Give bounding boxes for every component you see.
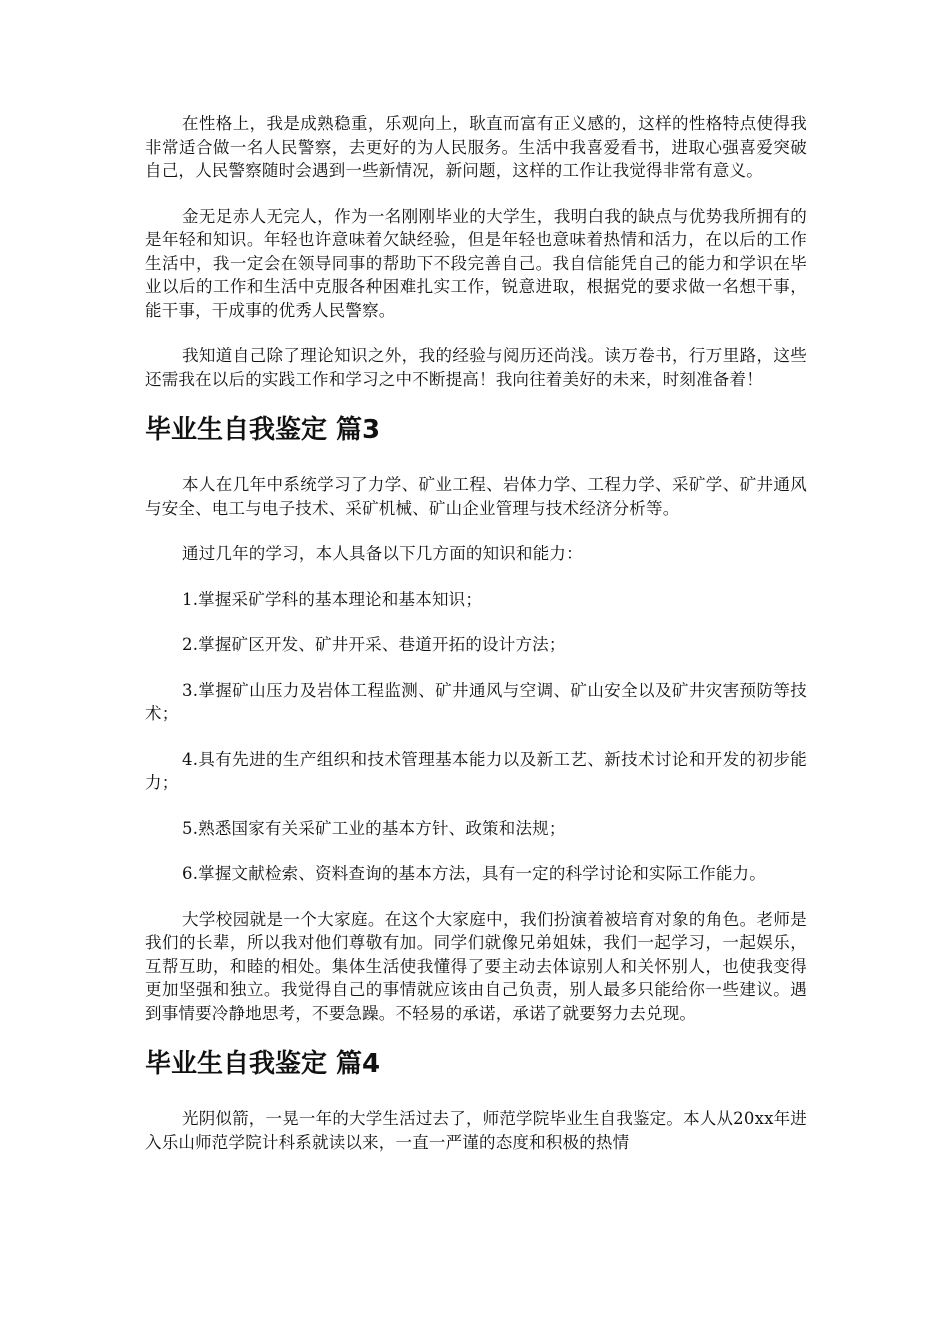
paragraph: 本人在几年中系统学习了力学、矿业工程、岩体力学、工程力学、采矿学、矿井通风与安全、电工与电子技术、采矿机械、矿山企业管理与技术经济分析等。	[145, 475, 807, 518]
list-item: 4.具有先进的生产组织和技术管理基本能力以及新工艺、新技术讨论和开发的初步能力；	[145, 749, 807, 792]
list-item: 1.掌握采矿学科的基本理论和基本知识；	[182, 589, 483, 609]
paragraph: 光阴似箭，一晃一年的大学生活过去了，师范学院毕业生自我鉴定。本人从20xx年进入乐山师范学院计科系就读以来，一直一严谨的态度和积极的热情	[145, 1109, 807, 1152]
section-heading: 毕业生自我鉴定 篇3	[145, 415, 381, 445]
paragraph: 金无足赤人无完人，作为一名刚刚毕业的大学生，我明白我的缺点与优势我所拥有的是年轻和知识。年轻也许意味着欠缺经验，但是年轻也意味着热情和活力，在以后的工作生活中，我一定会在领导同事的帮助下不段完善自己。我自信能凭自己的能力和学识在毕业以后的工作和生活中克服各种困难扎实工作，锐意进取，根据党的要求做一名想干事，能干事，干成事的优秀人民警察。	[145, 206, 807, 320]
paragraph: 我知道自己除了理论知识之外，我的经验与阅历还尚浅。读万卷书，行万里路，这些还需我在以后的实践工作和学习之中不断提高！我向往着美好的未来，时刻准备着！	[145, 346, 807, 389]
section-heading: 毕业生自我鉴定 篇4	[145, 1049, 381, 1079]
list-item: 6.掌握文献检索、资料查询的基本方法，具有一定的科学讨论和实际工作能力。	[182, 864, 766, 883]
list-item: 3.掌握矿山压力及岩体工程监测、矿井通风与空调、矿山安全以及矿井灾害预防等技术；	[145, 680, 807, 723]
paragraph: 在性格上，我是成熟稳重，乐观向上，耿直而富有正义感的，这样的性格特点使得我非常适合做一名人民警察，去更好的为人民服务。生活中我喜爱看书，进取心强喜爱突破自己，人民警察随时会遇到一些新情况，新问题，这样的工作让我觉得非常有意义。	[145, 114, 807, 180]
list-item: 5.熟悉国家有关采矿工业的基本方针、政策和法规；	[182, 818, 566, 838]
paragraph: 通过几年的学习，本人具备以下几方面的知识和能力：	[182, 544, 583, 563]
list-item: 2.掌握矿区开发、矿井开采、巷道开拓的设计方法；	[182, 635, 566, 654]
document-page	[145, 112, 807, 1176]
paragraph: 大学校园就是一个大家庭。在这个大家庭中，我们扮演着被培育对象的角色。老师是我们的长辈，所以我对他们尊敬有加。同学们就像兄弟姐妹，我们一起学习，一起娱乐，互帮互助，和睦的相处。集体生活使我懂得了要主动去体谅别人和关怀别人，也使我变得更加坚强和独立。我觉得自己的事情就应该由自己负责，别人最多只能给你一些建议。遇到事情要冷静地思考，不要急躁。不轻易的承诺，承诺了就要努力去兑现。	[145, 909, 807, 1023]
